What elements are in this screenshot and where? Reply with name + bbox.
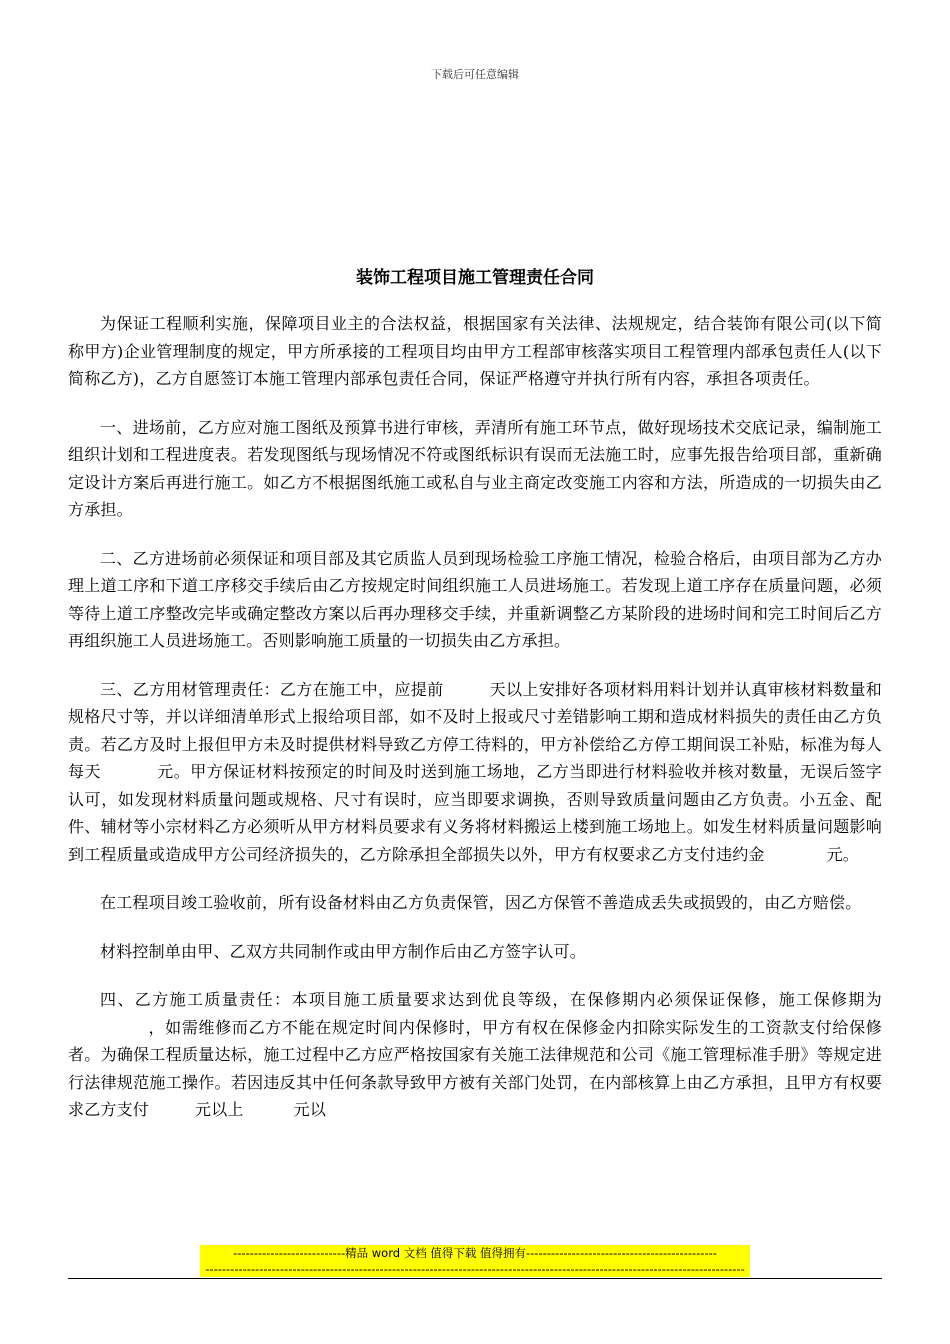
clause-4-text-d: 元以 bbox=[293, 1100, 327, 1119]
clause-4-text-a: 四、乙方施工质量责任：本项目施工质量要求达到优良等级，在保修期内必须保证保修，施工保修期为 bbox=[100, 990, 882, 1009]
clause-3-text-b: 天以上安排好各项材料用料计划并认真审核材料数量和规格尺寸等，并以详细清单形式上报给项目部，如不及时上报或尺寸差错影响工期和造成材料损失的责任由乙方负责。若乙方及时上报但甲方未及时提供材料导致乙方停工待料的，甲方补偿给乙方停工期间误工补贴，标准为每人每天 bbox=[68, 679, 882, 781]
header-note: 下载后可任意编辑 bbox=[431, 68, 519, 81]
clause-3-text-d: 元。 bbox=[826, 844, 860, 864]
paragraph-clause-1: 一、进场前，乙方应对施工图纸及预算书进行审核，弄清所有施工环节点，做好现场技术交底记录，编制施工组织计划和工程进度表。若发现图纸与现场情况不符或图纸标识有误而无法施工时，应事先报告给项目部，重新确定设计方案后再进行施工。如乙方不根据图纸施工或私自与业主商定改变施工内容和方法，所造成的一切损失由乙方承担。 bbox=[68, 417, 882, 519]
footer-banner-line-2: ---------------------------------------------------------------------------------------------------------------------------------- bbox=[205, 1262, 745, 1276]
footer-banner-line-1: ---------------------------精品 word 文档 值得下载 值得拥有---------------------------------------------- bbox=[233, 1246, 717, 1260]
footer-rule bbox=[68, 1278, 882, 1279]
clause-3-text-c: 元。甲方保证材料按预定的时间及时送到施工场地，乙方当即进行材料验收并核对数量，无误后签字认可，如发现材料质量问题或规格、尺寸有误时，应当即要求调换，否则导致质量问题由乙方负责。小五金、配件、辅材等小宗材料乙方必须听从甲方材料员要求有义务将材料搬运上楼到施工场地上。如发生材料质量问题影响到工程质量或造成甲方公司经济损失的，乙方除承担全部损失以外，甲方有权要求乙方支付违约金 bbox=[68, 762, 882, 864]
document-title: 装饰工程项目施工管理责任合同 bbox=[356, 268, 594, 288]
paragraph-equipment-custody: 在工程项目竣工验收前，所有设备材料由乙方负责保管，因乙方保管不善造成丢失或损毁的，由乙方赔偿。 bbox=[100, 893, 862, 912]
clause-4-text-c: 元以上 bbox=[195, 1100, 244, 1119]
paragraph-material-control: 材料控制单由甲、乙双方共同制作或由甲方制作后由乙方签字认可。 bbox=[100, 941, 587, 961]
paragraph-clause-4 bbox=[68, 986, 882, 1124]
clause-3-text-a: 三、乙方用材管理责任：乙方在施工中，应提前 bbox=[100, 679, 444, 699]
footer-banner bbox=[200, 1245, 750, 1277]
clause-4-text-b: ，如需维修而乙方不能在规定时间内保修时，甲方有权在保修金内扣除实际发生的工资款支付给保修者。为确保工程质量达标，施工过程中乙方应严格按国家有关施工法律规范和公司《施工管理标准手册》等规定进行法律规范施工操作。若因违反其中任何条款导致甲方被有关部门处罚，在内部核算上由乙方承担，且甲方有权要求乙方支付 bbox=[68, 1017, 882, 1119]
paragraph-clause-2: 二、乙方进场前必须保证和项目部及其它质监人员到现场检验工序施工情况，检验合格后，由项目部为乙方办理上道工序和下道工序移交手续后由乙方按规定时间组织施工人员进场施工。若发现上道工序存在质量问题，必须等待上道工序整改完毕或确定整改方案以后再办理移交手续，并重新调整乙方某阶段的进场时间和完工时间后乙方再组织施工人员进场施工。否则影响施工质量的一切损失由乙方承担。 bbox=[68, 548, 882, 650]
document-body bbox=[68, 310, 882, 1145]
paragraph-preamble: 为保证工程顺利实施，保障项目业主的合法权益，根据国家有关法律、法规规定，结合装饰有限公司(以下简称甲方)企业管理制度的规定，甲方所承接的工程项目均由甲方工程部审核落实项目工程管理内部承包责任人(以下简称乙方)，乙方自愿签订本施工管理内部承包责任合同，保证严格遵守并执行所有内容，承担各项责任。 bbox=[68, 314, 882, 388]
paragraph-clause-3 bbox=[68, 676, 882, 869]
